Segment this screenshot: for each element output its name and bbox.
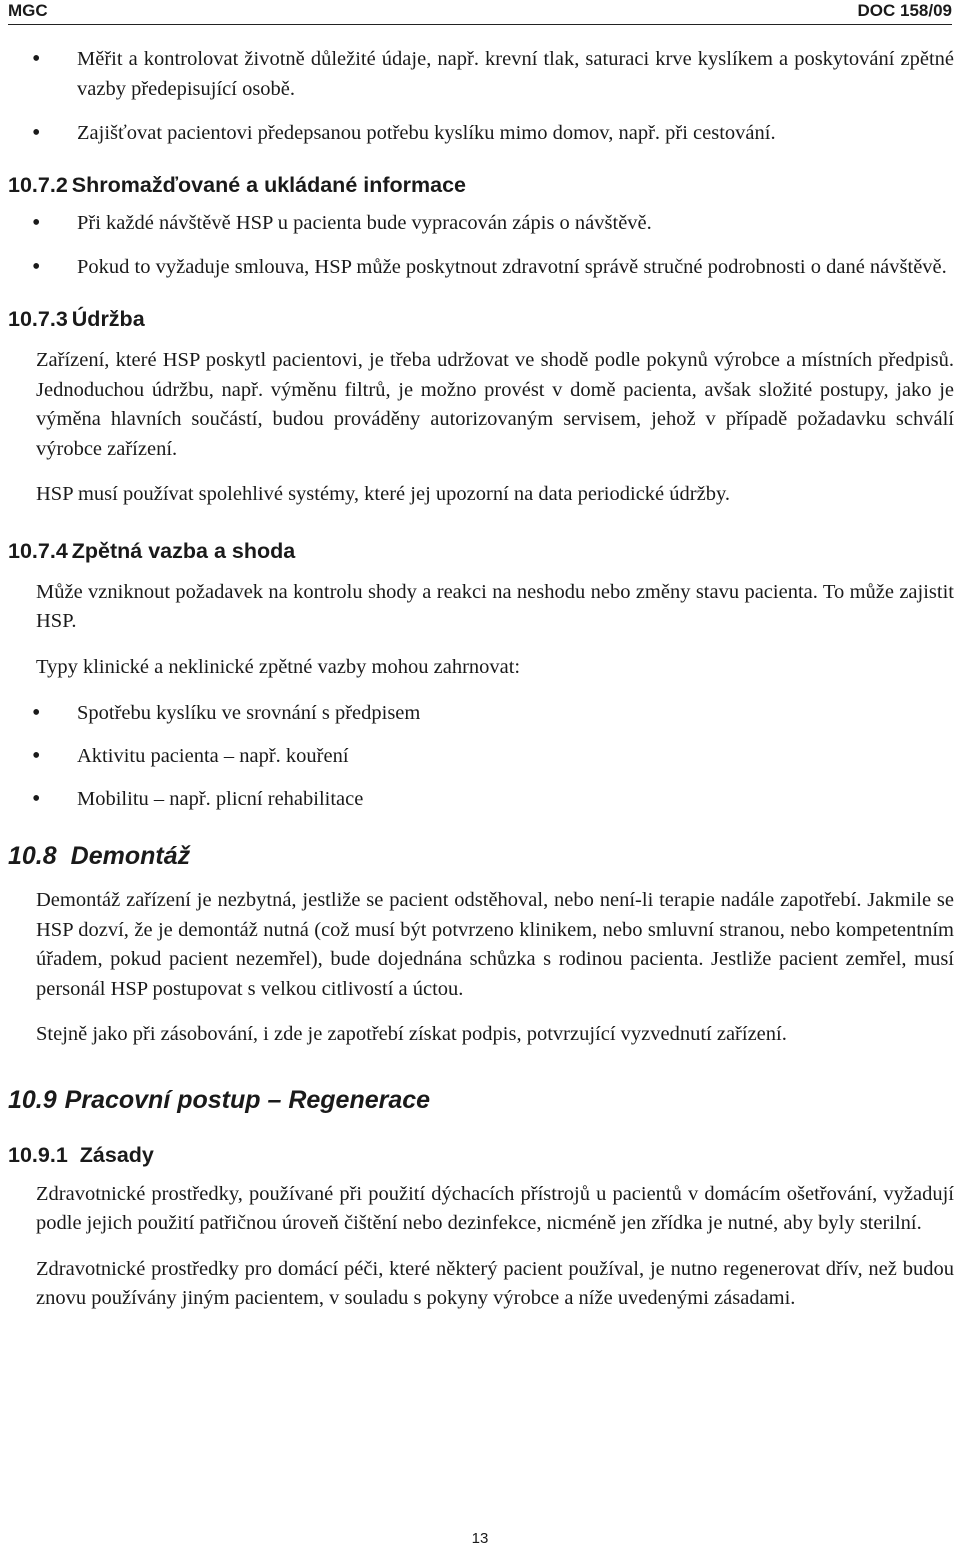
header-right: DOC 158/09 xyxy=(857,1,952,20)
list-item: • Měřit a kontrolovat životně důležité údaje, např. krevní tlak, saturaci krve kyslíkem a poskytování zpětné vazby předepisující osobě. xyxy=(8,44,954,104)
paragraph: Typy klinické a neklinické zpětné vazby mohou zahrnovat: xyxy=(36,655,521,678)
subsection-heading-10-7-2 xyxy=(8,170,954,200)
heading-number: 10.7.2 xyxy=(8,173,68,197)
paragraph: Může vzniknout požadavek na kontrolu shody a reakci na neshodu nebo změny stavu pacienta. To může zajistit HSP. xyxy=(36,580,954,632)
subsection-heading-10-7-3 xyxy=(8,304,954,334)
list-item: • Při každé návštěvě HSP u pacienta bude vypracován zápis o návštěvě. xyxy=(8,208,954,238)
heading-title: Demontáž xyxy=(70,842,191,870)
bullet-list-top xyxy=(8,44,954,148)
heading-number: 10.9 xyxy=(8,1085,57,1114)
list-item: • Spotřebu kyslíku ve srovnání s předpisem xyxy=(8,698,954,728)
heading-title: Zpětná vazba a shoda xyxy=(71,538,296,563)
page-content xyxy=(8,44,954,1314)
heading-number: 10.9.1 xyxy=(8,1142,68,1167)
heading-number: 10.8 xyxy=(8,842,57,870)
section-heading-10-9 xyxy=(8,1084,954,1116)
heading-number: 10.7.3 xyxy=(8,307,68,331)
list-item: • Zajišťovat pacientovi předepsanou potřebu kyslíku mimo domov, např. při cestování. xyxy=(8,118,954,148)
running-header xyxy=(8,0,952,25)
paragraph: Zdravotnické prostředky pro domácí péči, které některý pacient používal, je nutno regenerovat dřív, než budou znovu používány jiným pacientem, v souladu s pokyny výrobce a níže uvedenými zásadami. xyxy=(36,1257,954,1309)
bullet-list-10-7-2 xyxy=(8,208,954,282)
header-left: MGC xyxy=(8,1,48,20)
subsection-heading-10-9-1 xyxy=(8,1140,954,1170)
bullet-list-10-7-4 xyxy=(8,698,954,814)
heading-number: 10.7.4 xyxy=(8,538,68,563)
paragraph: HSP musí používat spolehlivé systémy, které jej upozorní na data periodické údržby. xyxy=(36,483,730,505)
page-number: 13 xyxy=(471,1530,489,1547)
heading-title: Zásady xyxy=(79,1142,154,1167)
paragraph: Stejně jako při zásobování, i zde je zapotřebí získat podpis, potvrzující vyzvednutí zařízení. xyxy=(36,1023,787,1045)
heading-title: Údržba xyxy=(71,307,145,331)
list-item: • Mobilitu – např. plicní rehabilitace xyxy=(8,784,954,814)
paragraph: Zařízení, které HSP poskytl pacientovi, je třeba udržovat ve shodě podle pokynů výrobce a místních předpisů. Jednoduchou údržbu, např. výměnu filtrů, je možno provést v domě pacienta, avšak složité postupy, jako je výměna hlavních součástí, budou prováděny autorizovaným servisem, jehož v případě požadavku schválí výrobce zařízení. xyxy=(36,349,954,460)
list-item: • Aktivitu pacienta – např. kouření xyxy=(8,741,954,771)
paragraph: Zdravotnické prostředky, používané při použití dýchacích přístrojů u pacientů v domácím ošetřování, vyžadují podle jejich použití patřičnou úroveň čištění nebo dezinfekce, nicméně jen zřídka je nutné, aby byly sterilní. xyxy=(36,1182,954,1234)
paragraph: Demontáž zařízení je nezbytná, jestliže se pacient odstěhoval, nebo není-li terapie nadále zapotřebí. Jakmile se HSP dozví, že je demontáž nutná (což musí být potvrzeno klinikem, nebo smluvní stranou, nebo kompetentním úřadem, pokud pacient nezemřel), bude dojednána schůzka s rodinou pacienta. Jestliže pacient zemřel, musí personál HSP postupovat s velkou citlivostí a úctou. xyxy=(36,889,954,1000)
list-item: • Pokud to vyžaduje smlouva, HSP může poskytnout zdravotní správě stručné podrobnosti o dané návštěvě. xyxy=(8,252,954,282)
section-heading-10-8 xyxy=(8,840,954,872)
subsection-heading-10-7-4 xyxy=(8,536,954,566)
heading-title: Pracovní postup – Regenerace xyxy=(64,1085,431,1114)
heading-title: Shromažďované a ukládané informace xyxy=(71,173,467,197)
